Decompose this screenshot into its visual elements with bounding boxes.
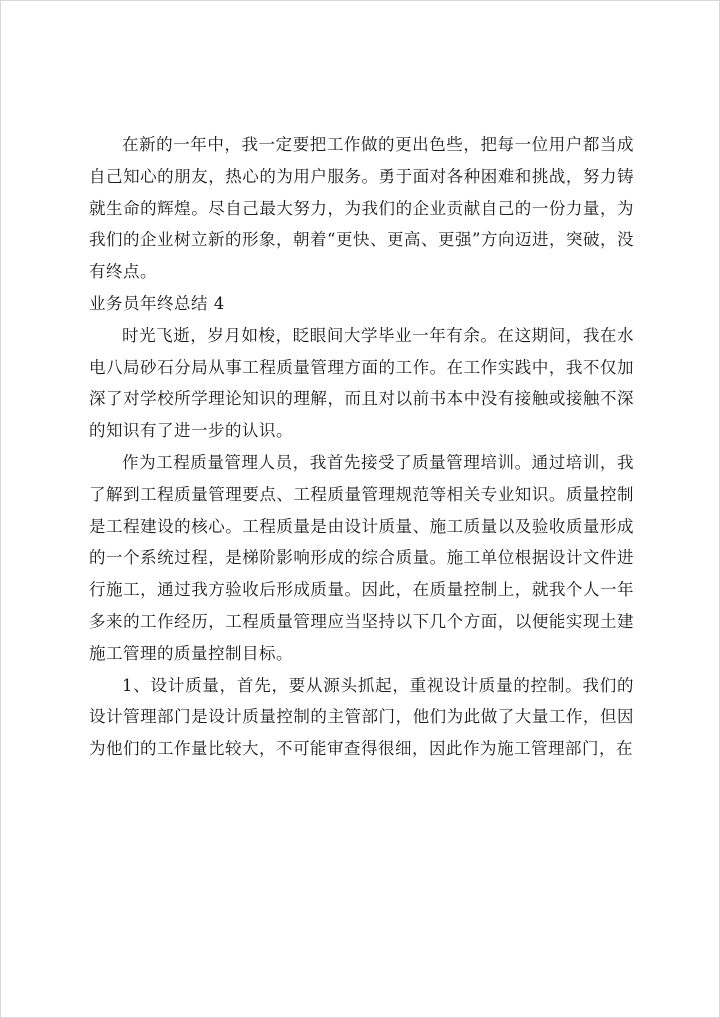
paragraph-new-year-commitment: 在新的一年中，我一定要把工作做的更出色些，把每一位用户都当成自己知心的朋友，热心的为用户服务。勇于面对各种困难和挑战，努力铸就生命的辉煌。尽自己最大努力，为我们的企业贡献自己的一份力量，为我们的企业树立新的形象，朝着“更快、更高、更强”方向迈进，突破，没有终点。	[89, 135, 634, 282]
paragraph-quality-training: 作为工程质量管理人员，我首先接受了质量管理培训。通过培训，我了解到工程质量管理要点、工程质量管理规范等相关专业知识。质量控制是工程建设的核心。工程质量是由设计质量、施工质量以及验收质量形成的一个系统过程，是梯阶影响形成的综合质量。施工单位根据设计文件进行施工，通过我方验收后形成质量。因此，在质量控制上，就我个人一年多来的工作经历，工程质量管理应当坚持以下几个方面，以便能实现土建施工管理的质量控制目标。	[89, 452, 634, 663]
paragraph-time-flies: 时光飞逝，岁月如梭，眨眼间大学毕业一年有余。在这期间，我在水电八局砂石分局从事工程质量管理方面的工作。在工作实践中，我不仅加深了对学校所学理论知识的理解，而且对以前书本中没有接触或接触不深的知识有了进一步的认识。	[89, 325, 634, 441]
document-body	[89, 129, 634, 765]
paragraph-design-quality: 1、设计质量，首先，要从源头抓起，重视设计质量的控制。我们的设计管理部门是设计质量控制的主管部门，他们为此做了大量工作，但因为他们的工作量比较大，不可能审查得很细，因此作为施工管理部门，在	[89, 675, 634, 759]
section-heading: 业务员年终总结 4	[89, 293, 225, 313]
